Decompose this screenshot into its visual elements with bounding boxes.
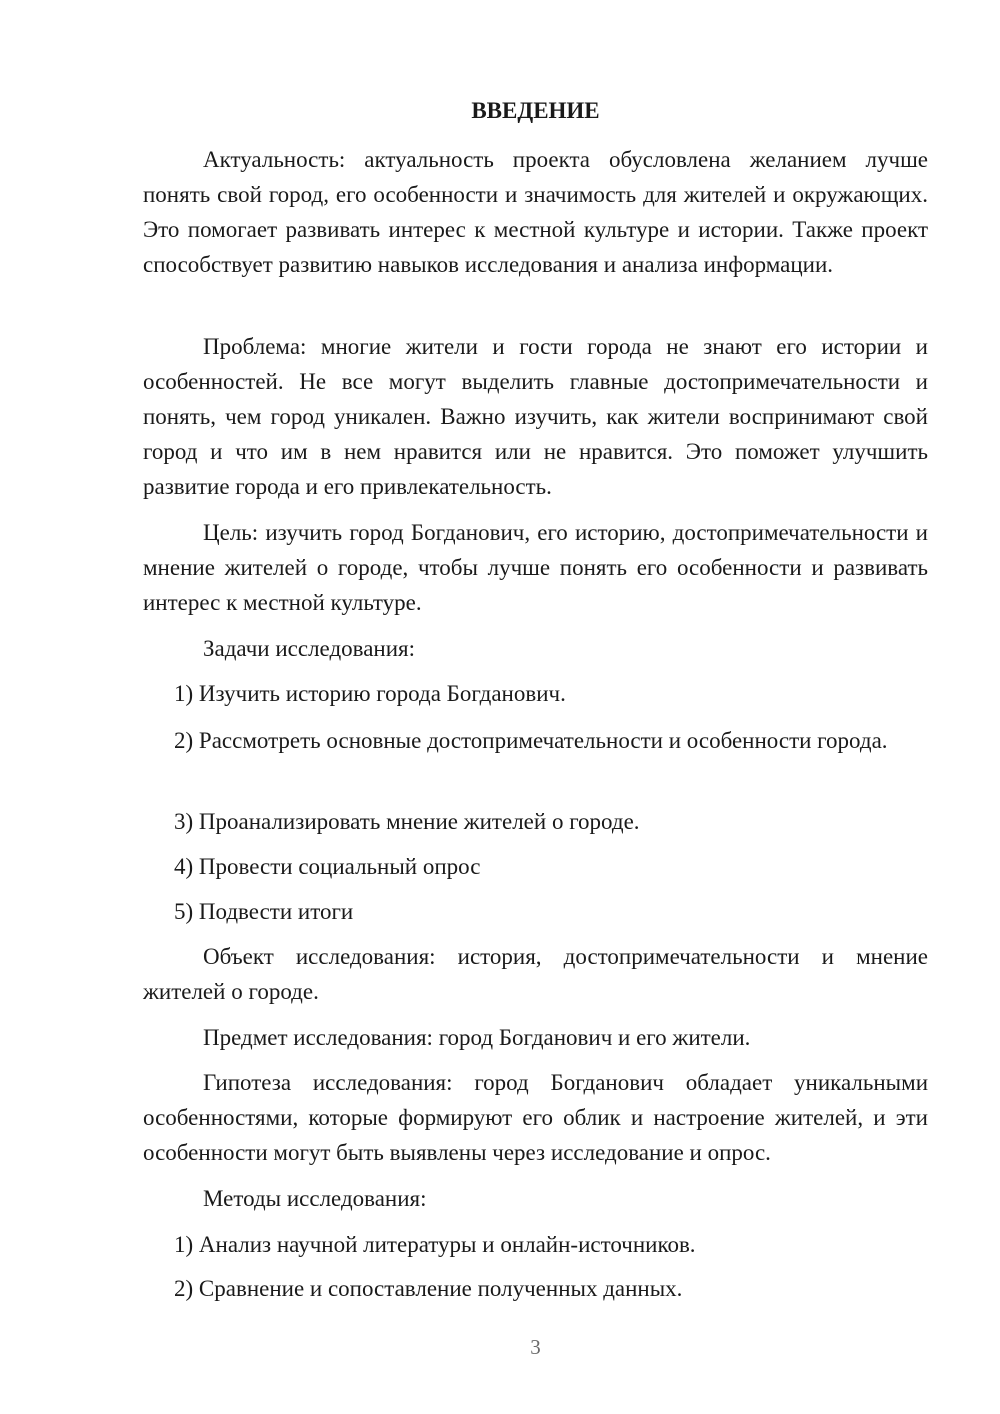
task-item-5: 5) Подвести итоги (174, 899, 354, 924)
task-item-3: 3) Проанализировать мнение жителей о городе. (174, 809, 640, 834)
task-item-4: 4) Провести социальный опрос (174, 854, 481, 879)
document-page (143, 0, 928, 1414)
method-item-1: 1) Анализ научной литературы и онлайн-источников. (174, 1232, 696, 1257)
object-paragraph: Объект исследования: история, достопримечательности и мнение жителей о городе. (143, 944, 928, 1004)
relevance-paragraph: Актуальность: актуальность проекта обусловлена желанием лучше понять свой город, его особенности и значимость для жителей и окружающих. Это помогает развивать интерес к местной культуре и истории. Также проект способствует развитию навыков исследования и анализа информации. (143, 147, 928, 277)
tasks-heading: Задачи исследования: (203, 636, 416, 661)
task-item-2: 2) Рассмотреть основные достопримечательности и особенности города. (174, 728, 888, 753)
section-heading: ВВЕДЕНИЕ (471, 98, 600, 123)
method-item-2: 2) Сравнение и сопоставление полученных данных. (174, 1276, 683, 1301)
page-number: 3 (530, 1335, 541, 1359)
methods-heading: Методы исследования: (203, 1186, 427, 1211)
subject-paragraph: Предмет исследования: город Богданович и его жители. (203, 1025, 751, 1050)
task-item-1: 1) Изучить историю города Богданович. (174, 681, 566, 706)
problem-paragraph: Проблема: многие жители и гости города не знают его истории и особенностей. Не все могут выделить главные достопримечательности и понять, чем город уникален. Важно изучить, как жители воспринимают свой город и что им в нем нравится или не нравится. Это поможет улучшить развитие города и его привлекательность. (143, 334, 928, 499)
hypothesis-paragraph: Гипотеза исследования: город Богданович обладает уникальными особенностями, которые формируют его облик и настроение жителей, и эти особенности могут быть выявлены через исследование и опрос. (143, 1070, 928, 1165)
goal-paragraph: Цель: изучить город Богданович, его историю, достопримечательности и мнение жителей о городе, чтобы лучше понять его особенности и развивать интерес к местной культуре. (143, 520, 928, 615)
